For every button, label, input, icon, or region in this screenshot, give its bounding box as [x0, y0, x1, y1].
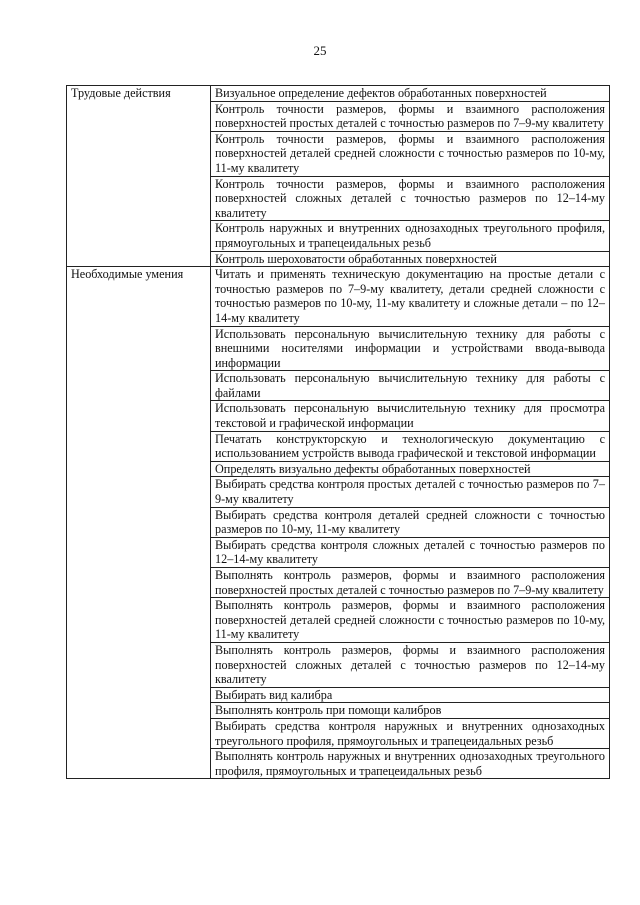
table-cell: Использовать персональную вычислительную технику для работы с внешними носителями информации и устройствами ввода-вывода информации	[211, 326, 610, 371]
table-body	[67, 86, 610, 779]
table-cell: Контроль шероховатости обработанных поверхностей	[211, 251, 610, 267]
table-cell: Выполнять контроль размеров, формы и взаимного расположения поверхностей простых деталей с точностью размеров по 7–9-му квалитету	[211, 568, 610, 598]
table-cell: Выбирать средства контроля простых деталей с точностью размеров по 7–9-му квалитету	[211, 477, 610, 507]
table-row	[67, 267, 610, 326]
table-cell: Выполнять контроль размеров, формы и взаимного расположения поверхностей сложных деталей с точностью размеров по 12–14-му квалитету	[211, 642, 610, 687]
table-cell: Выбирать вид калибра	[211, 687, 610, 703]
table-cell: Определять визуально дефекты обработанных поверхностей	[211, 461, 610, 477]
section-label-labor-actions: Трудовые действия	[67, 86, 211, 267]
table-cell: Использовать персональную вычислительную технику для просмотра текстовой и графической информации	[211, 401, 610, 431]
table-cell: Контроль точности размеров, формы и взаимного расположения поверхностей простых деталей с точностью размеров по 7–9-му квалитету	[211, 101, 610, 131]
table-cell: Контроль точности размеров, формы и взаимного расположения поверхностей сложных деталей с точностью размеров по 12–14-му квалитету	[211, 176, 610, 221]
table-cell: Выполнять контроль наружных и внутренних однозаходных треугольного профиля, прямоугольных и трапецеидальных резьб	[211, 749, 610, 779]
table-cell: Выполнять контроль размеров, формы и взаимного расположения поверхностей деталей средней сложности с точностью размеров по 10-му, 11-му квалитету	[211, 598, 610, 643]
table-cell: Читать и применять техническую документацию на простые детали с точностью размеров по 7–9-му квалитету, детали средней сложности с точностью размеров по 10-му, 11-му квалитету и сложные детали – по 12–14-му квалитету	[211, 267, 610, 326]
table-cell: Контроль наружных и внутренних однозаходных треугольного профиля, прямоугольных и трапецеидальных резьб	[211, 221, 610, 251]
table-cell: Печатать конструкторскую и технологическую документацию с использованием устройств вывода графической и текстовой информации	[211, 431, 610, 461]
table-cell: Выбирать средства контроля сложных деталей с точностью размеров по 12–14-му квалитету	[211, 537, 610, 567]
table-cell: Визуальное определение дефектов обработанных поверхностей	[211, 86, 610, 102]
table-cell: Использовать персональную вычислительную технику для работы с файлами	[211, 371, 610, 401]
requirements-table	[66, 85, 610, 779]
table-cell: Выбирать средства контроля деталей средней сложности с точностью размеров по 10-му, 11-му квалитету	[211, 507, 610, 537]
page-number: 25	[313, 43, 327, 58]
table-row	[67, 86, 610, 102]
table-cell: Выполнять контроль при помощи калибров	[211, 703, 610, 719]
table-cell: Выбирать средства контроля наружных и внутренних однозаходных треугольного профиля, прямоугольных и трапецеидальных резьб	[211, 718, 610, 748]
table-cell: Контроль точности размеров, формы и взаимного расположения поверхностей деталей средней сложности с точностью размеров по 10-му, 11-му квалитету	[211, 131, 610, 176]
section-label-required-skills: Необходимые умения	[67, 267, 211, 779]
